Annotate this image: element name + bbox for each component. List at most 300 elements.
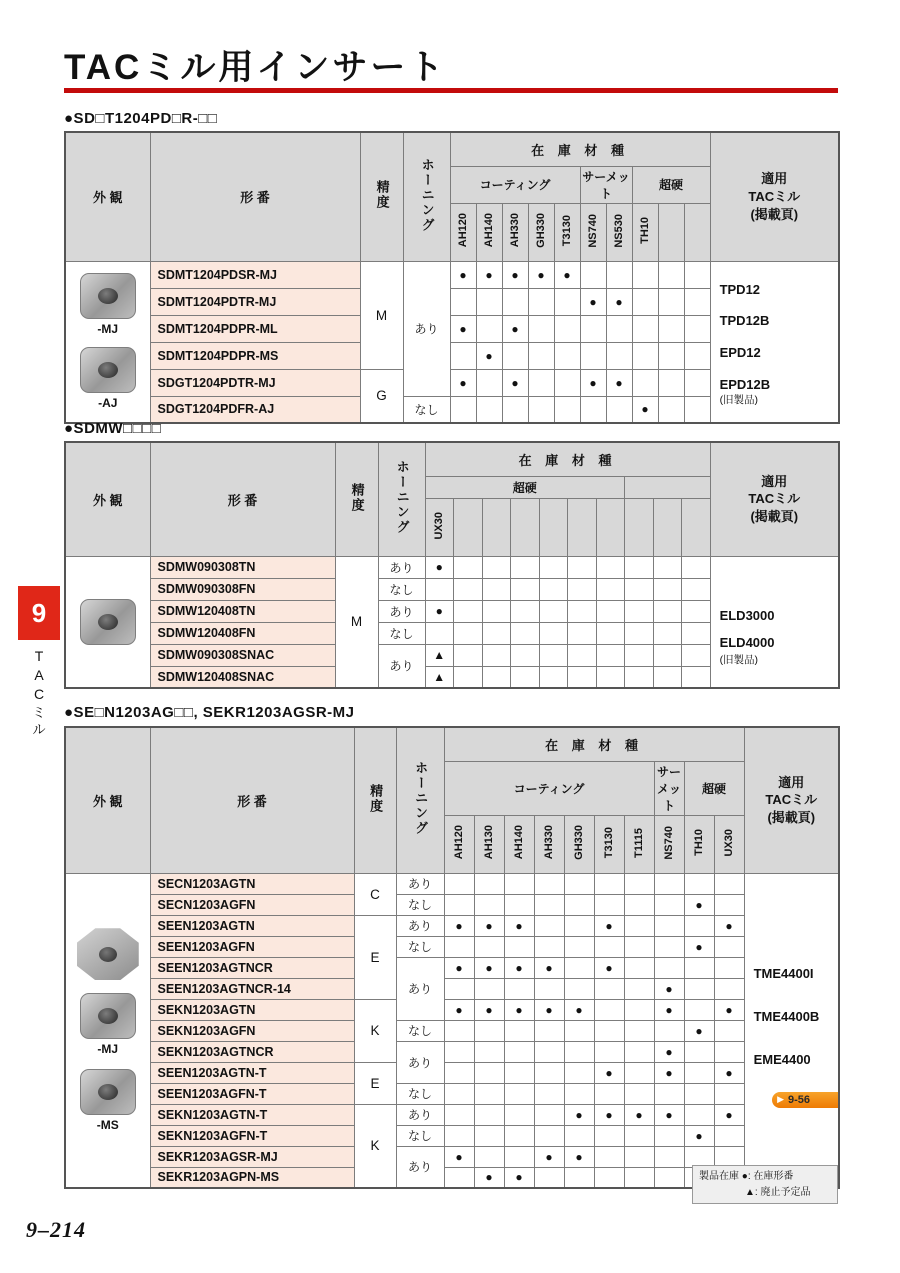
- table-wrap-sdmw: [64, 441, 838, 689]
- stock-mark: [654, 1167, 684, 1188]
- stock-mark: ●: [684, 936, 714, 957]
- badge-text: 9-56: [787, 1093, 811, 1106]
- stock-mark: [564, 1041, 594, 1062]
- material-group: 超硬: [684, 761, 744, 815]
- stock-mark: [714, 894, 744, 915]
- stock-mark: ▲: [425, 644, 454, 666]
- stock-mark: [596, 600, 625, 622]
- stock-mark: [658, 369, 684, 396]
- stock-mark: [474, 978, 504, 999]
- stock-mark: [580, 261, 606, 288]
- stock-mark: [444, 1167, 474, 1188]
- stock-mark: [450, 396, 476, 423]
- col-header-stock: 在 庫 材 種: [425, 442, 710, 476]
- stock-mark: [564, 1062, 594, 1083]
- apply-model: EPD12B: [719, 377, 771, 393]
- section-heading-sen1203: ●SE□N1203AG□□, SEKR1203AGSR-MJ: [64, 704, 355, 721]
- stock-mark: [714, 1020, 744, 1041]
- stock-mark: [714, 873, 744, 894]
- grade-col-ns740: NS740: [654, 815, 684, 873]
- model-number: SDMW090308TN: [150, 556, 335, 578]
- stock-mark: [425, 578, 454, 600]
- stock-mark: ●: [654, 1041, 684, 1062]
- stock-mark: [624, 1167, 654, 1188]
- stock-mark: [594, 1041, 624, 1062]
- apply-header-line: (掲載頁): [767, 810, 816, 826]
- header-row: [65, 727, 839, 761]
- stock-mark: [444, 1062, 474, 1083]
- stock-mark: [504, 873, 534, 894]
- honing-value: なし: [396, 1083, 444, 1104]
- stock-mark: [528, 369, 554, 396]
- stock-mark: ●: [504, 915, 534, 936]
- stock-mark: [534, 936, 564, 957]
- stock-mark: [454, 600, 483, 622]
- stock-mark: ●: [504, 999, 534, 1020]
- stock-mark: [624, 978, 654, 999]
- stock-mark: [714, 936, 744, 957]
- square-insert-image: [80, 347, 136, 393]
- grade-col-th10: TH10: [632, 203, 658, 261]
- stock-mark: [450, 342, 476, 369]
- stock-mark: [624, 894, 654, 915]
- honing-value: なし: [396, 894, 444, 915]
- honing-value: あり: [396, 957, 444, 1020]
- stock-mark: [554, 396, 580, 423]
- stock-mark: [450, 288, 476, 315]
- stock-mark: [444, 873, 474, 894]
- stock-mark: [564, 957, 594, 978]
- stock-mark: [624, 1125, 654, 1146]
- stock-mark: [474, 894, 504, 915]
- stock-mark: ●: [450, 315, 476, 342]
- insert-caption: -MJ: [97, 322, 119, 337]
- stock-mark: ●: [564, 1146, 594, 1167]
- precision-class: M: [335, 556, 378, 688]
- stock-mark: [684, 261, 710, 288]
- stock-mark: [568, 578, 597, 600]
- grade-col-empty: [454, 498, 483, 556]
- stock-mark: [682, 622, 711, 644]
- stock-mark: [658, 315, 684, 342]
- model-number: SEEN1203AGFN: [150, 936, 354, 957]
- stock-mark: ●: [534, 1146, 564, 1167]
- stock-mark: [684, 369, 710, 396]
- model-number: SDMT1204PDSR-MJ: [150, 261, 360, 288]
- stock-mark: [528, 396, 554, 423]
- square-insert-image: [80, 599, 136, 645]
- stock-mark: [504, 1104, 534, 1125]
- grade-col-t3130: T3130: [554, 203, 580, 261]
- apply-cell: [744, 873, 839, 1188]
- stock-mark: [682, 666, 711, 688]
- stock-mark: [474, 1146, 504, 1167]
- stock-mark: [682, 644, 711, 666]
- insert-photo: [66, 993, 150, 1056]
- stock-mark: [624, 999, 654, 1020]
- page-ref-badge[interactable]: [772, 1092, 838, 1108]
- insert-photo: [66, 928, 150, 980]
- stock-mark: [632, 261, 658, 288]
- table-wrap-sen1203: [64, 726, 838, 1189]
- table-row: [65, 556, 839, 578]
- stock-mark: ●: [654, 1104, 684, 1125]
- stock-mark: [534, 1041, 564, 1062]
- stock-mark: [444, 1041, 474, 1062]
- insert-caption: -AJ: [98, 396, 118, 411]
- grade-col-ah330: AH330: [534, 815, 564, 873]
- apply-header-line: 適用: [778, 774, 805, 790]
- col-header-precision: 精度: [335, 442, 378, 556]
- stock-mark: [534, 873, 564, 894]
- stock-mark: ●: [444, 999, 474, 1020]
- grade-col-ah120: AH120: [444, 815, 474, 873]
- stock-mark: [511, 600, 540, 622]
- stock-mark: [482, 600, 511, 622]
- stock-mark: [476, 396, 502, 423]
- stock-mark: [504, 1062, 534, 1083]
- stock-mark: ●: [554, 261, 580, 288]
- table-row: [65, 915, 839, 936]
- stock-mark: ●: [528, 261, 554, 288]
- stock-mark: ●: [684, 894, 714, 915]
- model-number: SDGT1204PDFR-AJ: [150, 396, 360, 423]
- stock-mark: [444, 1083, 474, 1104]
- stock-mark: ●: [474, 999, 504, 1020]
- stock-mark: [482, 622, 511, 644]
- stock-mark: [654, 1146, 684, 1167]
- octagon-insert-image: [77, 928, 139, 980]
- stock-mark: ●: [474, 957, 504, 978]
- stock-mark: [684, 999, 714, 1020]
- stock-mark: [684, 873, 714, 894]
- stock-mark: [564, 915, 594, 936]
- col-header-apply: [710, 132, 839, 261]
- grade-col-empty: [568, 498, 597, 556]
- stock-mark: [476, 315, 502, 342]
- model-number: SEKR1203AGPN-MS: [150, 1167, 354, 1188]
- stock-mark: [684, 288, 710, 315]
- stock-mark: [624, 936, 654, 957]
- stock-mark: [632, 288, 658, 315]
- stock-mark: [714, 978, 744, 999]
- stock-mark: ●: [594, 1062, 624, 1083]
- stock-mark: [596, 666, 625, 688]
- col-header-stock: 在 庫 材 種: [444, 727, 744, 761]
- material-group: サーメット: [580, 166, 632, 203]
- stock-mark: [594, 1125, 624, 1146]
- honing-value: あり: [396, 1041, 444, 1083]
- stock-mark: [534, 894, 564, 915]
- stock-mark: ●: [654, 999, 684, 1020]
- stock-mark: [654, 957, 684, 978]
- insert-table-sen1203: [64, 726, 840, 1189]
- stock-mark: ●: [504, 957, 534, 978]
- stock-mark: [684, 957, 714, 978]
- stock-mark: [554, 369, 580, 396]
- stock-mark: [684, 1104, 714, 1125]
- stock-mark: [580, 396, 606, 423]
- stock-mark: [625, 578, 654, 600]
- stock-mark: ●: [474, 915, 504, 936]
- arrow-icon: ▶: [777, 1094, 784, 1105]
- apply-header-line: (掲載頁): [750, 509, 799, 525]
- grade-col-empty: [625, 498, 654, 556]
- stock-mark: ●: [476, 261, 502, 288]
- table-row: [65, 1020, 839, 1041]
- legend-line-1: 製品在庫 ●: 在庫形番: [699, 1171, 794, 1182]
- stock-mark: [504, 1146, 534, 1167]
- stock-mark: [504, 894, 534, 915]
- model-number: SECN1203AGTN: [150, 873, 354, 894]
- grade-col-ah130: AH130: [474, 815, 504, 873]
- stock-mark: [564, 894, 594, 915]
- title-rule: [64, 88, 838, 93]
- stock-mark: [654, 894, 684, 915]
- stock-mark: [444, 1104, 474, 1125]
- stock-mark: [594, 1020, 624, 1041]
- stock-mark: [625, 666, 654, 688]
- stock-mark: ●: [425, 556, 454, 578]
- chapter-number: 9: [31, 597, 47, 628]
- stock-mark: [504, 1041, 534, 1062]
- stock-mark: [594, 894, 624, 915]
- col-header-stock: 在 庫 材 種: [450, 132, 710, 166]
- stock-mark: ●: [502, 369, 528, 396]
- stock-mark: ●: [606, 288, 632, 315]
- legend-line-2: ▲: 廃止予定品: [745, 1186, 811, 1198]
- stock-mark: [474, 1020, 504, 1041]
- stock-mark: [624, 1083, 654, 1104]
- apply-model: TPD12B: [719, 313, 770, 329]
- stock-mark: ●: [425, 600, 454, 622]
- table-row: [65, 873, 839, 894]
- precision-class: K: [354, 999, 396, 1062]
- stock-mark: [444, 936, 474, 957]
- stock-mark: [654, 1020, 684, 1041]
- stock-mark: [564, 1125, 594, 1146]
- apply-header-line: 適用: [761, 473, 788, 489]
- stock-mark: [654, 915, 684, 936]
- precision-class: C: [354, 873, 396, 915]
- stock-mark: [476, 288, 502, 315]
- stock-mark: [606, 315, 632, 342]
- stock-mark: [504, 978, 534, 999]
- stock-mark: [568, 600, 597, 622]
- stock-mark: [625, 644, 654, 666]
- stock-mark: ●: [444, 1146, 474, 1167]
- stock-mark: [502, 396, 528, 423]
- stock-mark: [502, 288, 528, 315]
- stock-mark: [658, 261, 684, 288]
- stock-mark: [511, 666, 540, 688]
- square-insert-image: [80, 993, 136, 1039]
- model-number: SDGT1204PDTR-MJ: [150, 369, 360, 396]
- stock-mark: [425, 622, 454, 644]
- stock-mark: [580, 342, 606, 369]
- stock-mark: ●: [594, 1104, 624, 1125]
- honing-value: あり: [396, 915, 444, 936]
- stock-mark: [474, 936, 504, 957]
- stock-mark: [653, 666, 682, 688]
- stock-mark: [454, 556, 483, 578]
- stock-mark: [624, 957, 654, 978]
- honing-value: あり: [378, 600, 425, 622]
- stock-mark: [594, 999, 624, 1020]
- col-header-appearance: 外 観: [65, 727, 150, 873]
- stock-mark: [534, 1167, 564, 1188]
- stock-mark: ●: [594, 957, 624, 978]
- stock-mark: [474, 1104, 504, 1125]
- grade-col-th10: TH10: [684, 815, 714, 873]
- grade-col-ux30: UX30: [714, 815, 744, 873]
- model-number: SDMW120408SNAC: [150, 666, 335, 688]
- stock-mark: [444, 1020, 474, 1041]
- apply-model: TPD12: [719, 281, 761, 297]
- stock-mark: [564, 1083, 594, 1104]
- stock-mark: ●: [444, 915, 474, 936]
- header-row: [65, 442, 839, 476]
- stock-mark: ●: [476, 342, 502, 369]
- model-number: SDMT1204PDPR-MS: [150, 342, 360, 369]
- apply-header-line: TACミル: [748, 188, 801, 204]
- stock-mark: ●: [624, 1104, 654, 1125]
- stock-mark: ●: [502, 315, 528, 342]
- table-row: [65, 978, 839, 999]
- header-row: [65, 132, 839, 166]
- stock-mark: ●: [534, 957, 564, 978]
- stock-mark: [624, 1020, 654, 1041]
- stock-mark: [624, 915, 654, 936]
- stock-mark: [534, 1083, 564, 1104]
- stock-mark: [714, 1125, 744, 1146]
- stock-mark: ●: [502, 261, 528, 288]
- table-row: [65, 957, 839, 978]
- stock-mark: [534, 1062, 564, 1083]
- model-number: SDMW090308FN: [150, 578, 335, 600]
- apply-model: EPD12: [719, 345, 761, 361]
- stock-mark: [482, 556, 511, 578]
- stock-mark: [594, 978, 624, 999]
- table-row: [65, 894, 839, 915]
- apply-model: EME4400: [753, 1051, 811, 1067]
- stock-mark: [653, 578, 682, 600]
- stock-mark: ●: [714, 1062, 744, 1083]
- col-header-honing: ホーニング: [396, 727, 444, 873]
- stock-mark: [684, 1041, 714, 1062]
- stock-mark: [564, 936, 594, 957]
- stock-mark: [684, 1146, 714, 1167]
- honing-value: なし: [378, 578, 425, 600]
- stock-mark: ●: [580, 369, 606, 396]
- stock-mark: [568, 556, 597, 578]
- grade-col-empty: [539, 498, 568, 556]
- stock-mark: [444, 1125, 474, 1146]
- material-group: サーメット: [654, 761, 684, 815]
- model-number: SEEN1203AGFN-T: [150, 1083, 354, 1104]
- precision-class: E: [354, 915, 396, 999]
- stock-mark: ●: [654, 1062, 684, 1083]
- table-row: [65, 1104, 839, 1125]
- stock-mark: [714, 1083, 744, 1104]
- precision-class: M: [360, 261, 403, 369]
- grade-col-ah330: AH330: [502, 203, 528, 261]
- stock-mark: [444, 894, 474, 915]
- stock-mark: [654, 936, 684, 957]
- stock-mark: [632, 342, 658, 369]
- col-header-model: 形 番: [150, 132, 360, 261]
- stock-mark: [594, 936, 624, 957]
- grade-col-ah140: AH140: [476, 203, 502, 261]
- col-header-appearance: 外 観: [65, 132, 150, 261]
- stock-mark: [511, 644, 540, 666]
- insert-photo: [66, 599, 150, 645]
- apply-header-line: (掲載頁): [750, 206, 799, 222]
- stock-mark: ●: [564, 1104, 594, 1125]
- stock-mark: [658, 342, 684, 369]
- grade-col-empty: [653, 498, 682, 556]
- model-number: SEKN1203AGFN: [150, 1020, 354, 1041]
- stock-mark: [554, 342, 580, 369]
- apply-model: TME4400I: [753, 965, 814, 981]
- stock-mark: ●: [684, 1125, 714, 1146]
- model-number: SDMW120408FN: [150, 622, 335, 644]
- stock-mark: [504, 1125, 534, 1146]
- stock-mark: [594, 1167, 624, 1188]
- grade-col-empty: [511, 498, 540, 556]
- appearance-cell: [65, 873, 150, 1188]
- model-number: SEEN1203AGTNCR-14: [150, 978, 354, 999]
- stock-mark: [474, 873, 504, 894]
- stock-mark: [653, 622, 682, 644]
- stock-mark: [539, 600, 568, 622]
- stock-mark: [682, 578, 711, 600]
- table-row: [65, 999, 839, 1020]
- insert-photo: [66, 347, 150, 410]
- table-row: [65, 1062, 839, 1083]
- stock-mark: [658, 396, 684, 423]
- stock-mark: [632, 369, 658, 396]
- material-group: 超硬: [425, 476, 625, 498]
- stock-mark: [474, 1062, 504, 1083]
- insert-table-sdmw: [64, 441, 840, 689]
- stock-legend: [692, 1165, 838, 1204]
- grade-col-t1115: T1115: [624, 815, 654, 873]
- stock-mark: ●: [594, 915, 624, 936]
- honing-value: なし: [378, 622, 425, 644]
- honing-value: あり: [403, 261, 450, 396]
- stock-mark: [654, 1083, 684, 1104]
- table-wrap-sdt1204: [64, 131, 838, 424]
- table-row: [65, 1083, 839, 1104]
- grade-col-ns740: NS740: [580, 203, 606, 261]
- insert-caption: -MS: [96, 1118, 119, 1133]
- stock-mark: [539, 644, 568, 666]
- honing-value: あり: [396, 1104, 444, 1125]
- grade-col-empty: [658, 203, 684, 261]
- honing-value: あり: [396, 873, 444, 894]
- stock-mark: [624, 1041, 654, 1062]
- stock-mark: [624, 1146, 654, 1167]
- chapter-label: [18, 648, 60, 744]
- apply-model: TME4400B: [753, 1008, 820, 1024]
- stock-mark: [476, 369, 502, 396]
- model-number: SEKN1203AGTN-T: [150, 1104, 354, 1125]
- stock-mark: [594, 1083, 624, 1104]
- model-number: SECN1203AGFN: [150, 894, 354, 915]
- stock-mark: [568, 644, 597, 666]
- stock-mark: [539, 622, 568, 644]
